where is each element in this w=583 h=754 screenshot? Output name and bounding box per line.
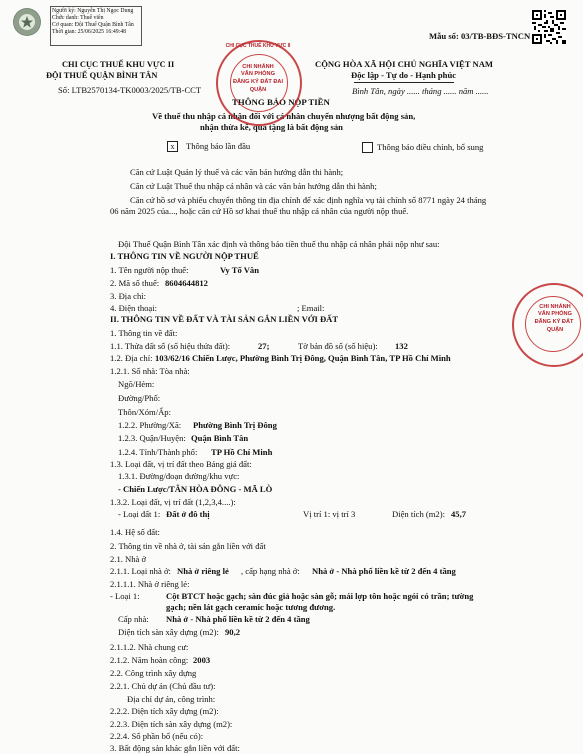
construction-area-label: 2.2.2. Diện tích xây dựng (m2):	[110, 706, 219, 716]
house-type-value: Nhà ở riêng lẻ	[177, 566, 229, 576]
completion-year-value: 2003	[193, 655, 211, 665]
place-date-line: Bình Tân, ngày ...... tháng ...... năm ......	[352, 86, 489, 96]
road-segment-label: 1.3.1. Đường/đoạn đường/khu vực:	[118, 471, 240, 481]
house-grade-value: Nhà ở - Nhà phố liền kề từ 2 đến 4 tầng	[312, 566, 456, 576]
parcel-number-label: 1.1. Thửa đất số (số hiệu thửa đất):	[110, 341, 231, 351]
house-info-heading: 2. Thông tin về nhà ở, tài sản gắn liền với đất	[110, 541, 266, 551]
stamp-right-line-4: QUẬN	[546, 327, 564, 333]
legal-basis-3: Căn cứ hồ sơ và phiếu chuyển thông tin địa chính để xác định nghĩa vụ tài chính số 8771 ngày 24 tháng	[130, 195, 487, 205]
stamp-right-line-2: VĂN PHÒNG	[538, 311, 572, 317]
agency-parent: CHI CỤC THUẾ KHU VỰC II	[62, 60, 175, 69]
adjustment-notice-checkbox[interactable]	[362, 142, 373, 153]
first-notice-label: Thông báo lần đầu	[186, 141, 251, 151]
project-owner-label: 2.2.1. Chủ dự án (Chủ đầu tư):	[110, 681, 216, 691]
stamp-right-line-3: ĐĂNG KÝ ĐẤT	[534, 319, 574, 325]
apartment-label: 2.1.1.2. Nhà chung cư:	[110, 642, 189, 652]
land-type-1-value: Đất ở đô thị	[166, 509, 210, 519]
signature-time: Thời gian: 25/06/2025 16:49:48	[52, 29, 127, 35]
notice-title: THÔNG BÁO NỘP TIỀN	[232, 97, 330, 107]
completion-year-label: 2.1.2. Năm hoàn công:	[110, 655, 189, 665]
housing-heading: 2.1. Nhà ở	[110, 554, 147, 564]
land-area-label: Diện tích (m2):	[392, 509, 445, 519]
notice-subtitle-1: Về thuế thu nhập cá nhân đối với cá nhân chuyển nhượng bất động sản,	[152, 111, 416, 121]
section-1-heading: I. THÔNG TIN VỀ NGƯỜI NỘP THUẾ	[110, 251, 259, 261]
street-label: Đường/Phố:	[118, 393, 161, 403]
motto-underline	[354, 82, 454, 83]
house-grade-label: , cấp hạng nhà ở:	[241, 566, 300, 576]
land-address-label: 1.2. Địa chỉ:	[110, 353, 153, 363]
map-sheet-label: Tờ bản đồ số (số hiệu):	[298, 341, 378, 351]
other-property-label: 3. Bất động sản khác gắn liền với đất:	[110, 743, 240, 753]
house-grade-2-label: Cấp nhà:	[118, 614, 149, 624]
ward-label: 1.2.2. Phường/Xã:	[118, 420, 182, 430]
alley-label: Ngõ/Hẻm:	[118, 379, 155, 389]
adjustment-notice-label: Thông báo điều chỉnh, bổ sung	[377, 142, 484, 152]
land-area-value: 45,7	[451, 509, 467, 519]
stamp-top-line-2: VĂN PHÒNG	[241, 71, 275, 77]
taxpayer-name-value: Vy Tố Vân	[220, 265, 260, 275]
individual-house-label: 2.1.1.1. Nhà ở riêng lẻ:	[110, 579, 190, 589]
land-position-value: Vị trí 1: vị trí 3	[303, 509, 356, 519]
qr-code-icon	[532, 10, 566, 44]
ward-value: Phường Bình Trị Đông	[193, 420, 277, 430]
type-1-structure-line-2: gạch; nền lát gạch ceramic hoặc tương đương.	[166, 602, 336, 612]
address-label: 3. Địa chỉ:	[110, 291, 147, 301]
land-address-value: 103/62/16 Chiến Lược, Phường Bình Trị Đông, Quận Bình Tân, TP Hồ Chí Minh	[155, 353, 451, 363]
land-info-heading: 1. Thông tin về đất:	[110, 328, 178, 338]
email-label: ; Email:	[297, 303, 325, 313]
national-motto: Độc lập - Tự do - Hạnh phúc	[351, 70, 457, 80]
agency-name: ĐỘI THUẾ QUẬN BÌNH TÂN	[46, 71, 158, 80]
tax-code-value: 8604644812	[165, 278, 208, 288]
construction-floor-area-label: 2.2.3. Diện tích sàn xây dựng (m2):	[110, 719, 233, 729]
project-address-label: Địa chỉ dự án, công trình:	[127, 694, 216, 704]
land-type-1-label: - Loại đất 1:	[118, 509, 161, 519]
republic-name: CỘNG HÒA XÃ HỘI CHỦ NGHĨA VIỆT NAM	[315, 59, 494, 69]
land-position-label: 1.3.2. Loại đất, vị trí đất (1,2,3,4....):	[110, 497, 236, 507]
reference-number: Số: LTB2570134-TK0003/2025/TB-CCT	[58, 85, 202, 95]
road-segment-value: - Chiến Lược/TÂN HÒA ĐÔNG - MÃ LÒ	[118, 484, 273, 494]
intro-text: Đội Thuế Quận Bình Tân xác định và thông báo tiền thuế thu nhập cá nhân phải nộp như sau:	[118, 239, 440, 249]
house-grade-2-value: Nhà ở - Nhà phố liền kề từ 2 đến 4 tầng	[166, 614, 310, 624]
legal-basis-2: Căn cứ Luật Thuế thu nhập cá nhân và các văn bản hướng dẫn thi hành;	[130, 181, 377, 191]
signature-title: Chức danh: Thuế viên	[52, 15, 104, 21]
type-1-label: - Loại 1:	[110, 591, 140, 601]
house-number-label: 1.2.1. Số nhà: Tòa nhà:	[110, 366, 190, 376]
legal-basis-4: 06 năm 2025 của..., hoặc căn cứ Hồ sơ khai thuế thu nhập cá nhân của người nộp thuế.	[110, 206, 409, 216]
signature-agency: Cơ quan: Đội Thuế Quận Bình Tân	[52, 22, 134, 28]
type-1-structure-line-1: Cột BTCT hoặc gạch; sàn đúc giả hoặc sàn gỗ; mái lợp tôn hoặc ngói có trần; tường	[166, 591, 474, 601]
stamp-top-line-3: ĐĂNG KÝ ĐẤT ĐAI	[232, 79, 284, 85]
stamp-right-line-1: CHI NHÁNH	[539, 304, 571, 310]
first-notice-checkbox[interactable]: x	[167, 141, 178, 152]
parcel-number-value: 27;	[258, 341, 270, 351]
hamlet-label: Thôn/Xóm/Ấp:	[118, 407, 171, 417]
signature-signer: Người ký: Nguyễn Thị Ngọc Dung	[52, 8, 134, 14]
notice-subtitle-2: nhận thừa kế, quà tặng là bất động sản	[200, 122, 343, 132]
house-type-label: 2.1.1. Loại nhà ở:	[110, 566, 171, 576]
province-value: TP Hồ Chí Minh	[211, 447, 273, 457]
map-sheet-value: 132	[395, 341, 408, 351]
floor-area-value: 90,2	[225, 627, 241, 637]
construction-heading: 2.2. Công trình xây dựng	[110, 668, 197, 678]
section-2-heading: II. THÔNG TIN VỀ ĐẤT VÀ TÀI SẢN GẮN LIỀN VỚI ĐẤT	[110, 314, 339, 324]
land-coefficient-label: 1.4. Hệ số đất:	[110, 527, 160, 537]
province-label: 1.2.4. Tỉnh/Thành phố:	[118, 447, 198, 457]
stamp-top-line-4: QUẬN	[249, 87, 267, 93]
district-label: 1.2.3. Quận/Huyện:	[118, 433, 186, 443]
taxpayer-name-label: 1. Tên người nộp thuế:	[110, 265, 189, 275]
stamp-top-line-1: CHI NHÁNH	[242, 64, 274, 70]
phone-label: 4. Điện thoại:	[110, 303, 158, 313]
national-emblem-icon	[13, 8, 41, 36]
stamp-top-ring-text: CHI CỤC THUẾ KHU VỰC II	[225, 43, 291, 49]
land-type-heading: 1.3. Loại đất, vị trí đất theo Bảng giá đất:	[110, 459, 252, 469]
district-value: Quận Bình Tân	[191, 433, 249, 443]
legal-basis-1: Căn cứ Luật Quản lý thuế và các văn bản hướng dẫn thi hành;	[130, 167, 344, 177]
allocation-label: 2.2.4. Số phần bổ (nếu có):	[110, 731, 204, 741]
floor-area-label: Diện tích sàn xây dựng (m2):	[118, 627, 219, 637]
tax-code-label: 2. Mã số thuế:	[110, 278, 160, 288]
form-number: Mẫu số: 03/TB-BĐS-TNCN	[429, 31, 531, 41]
